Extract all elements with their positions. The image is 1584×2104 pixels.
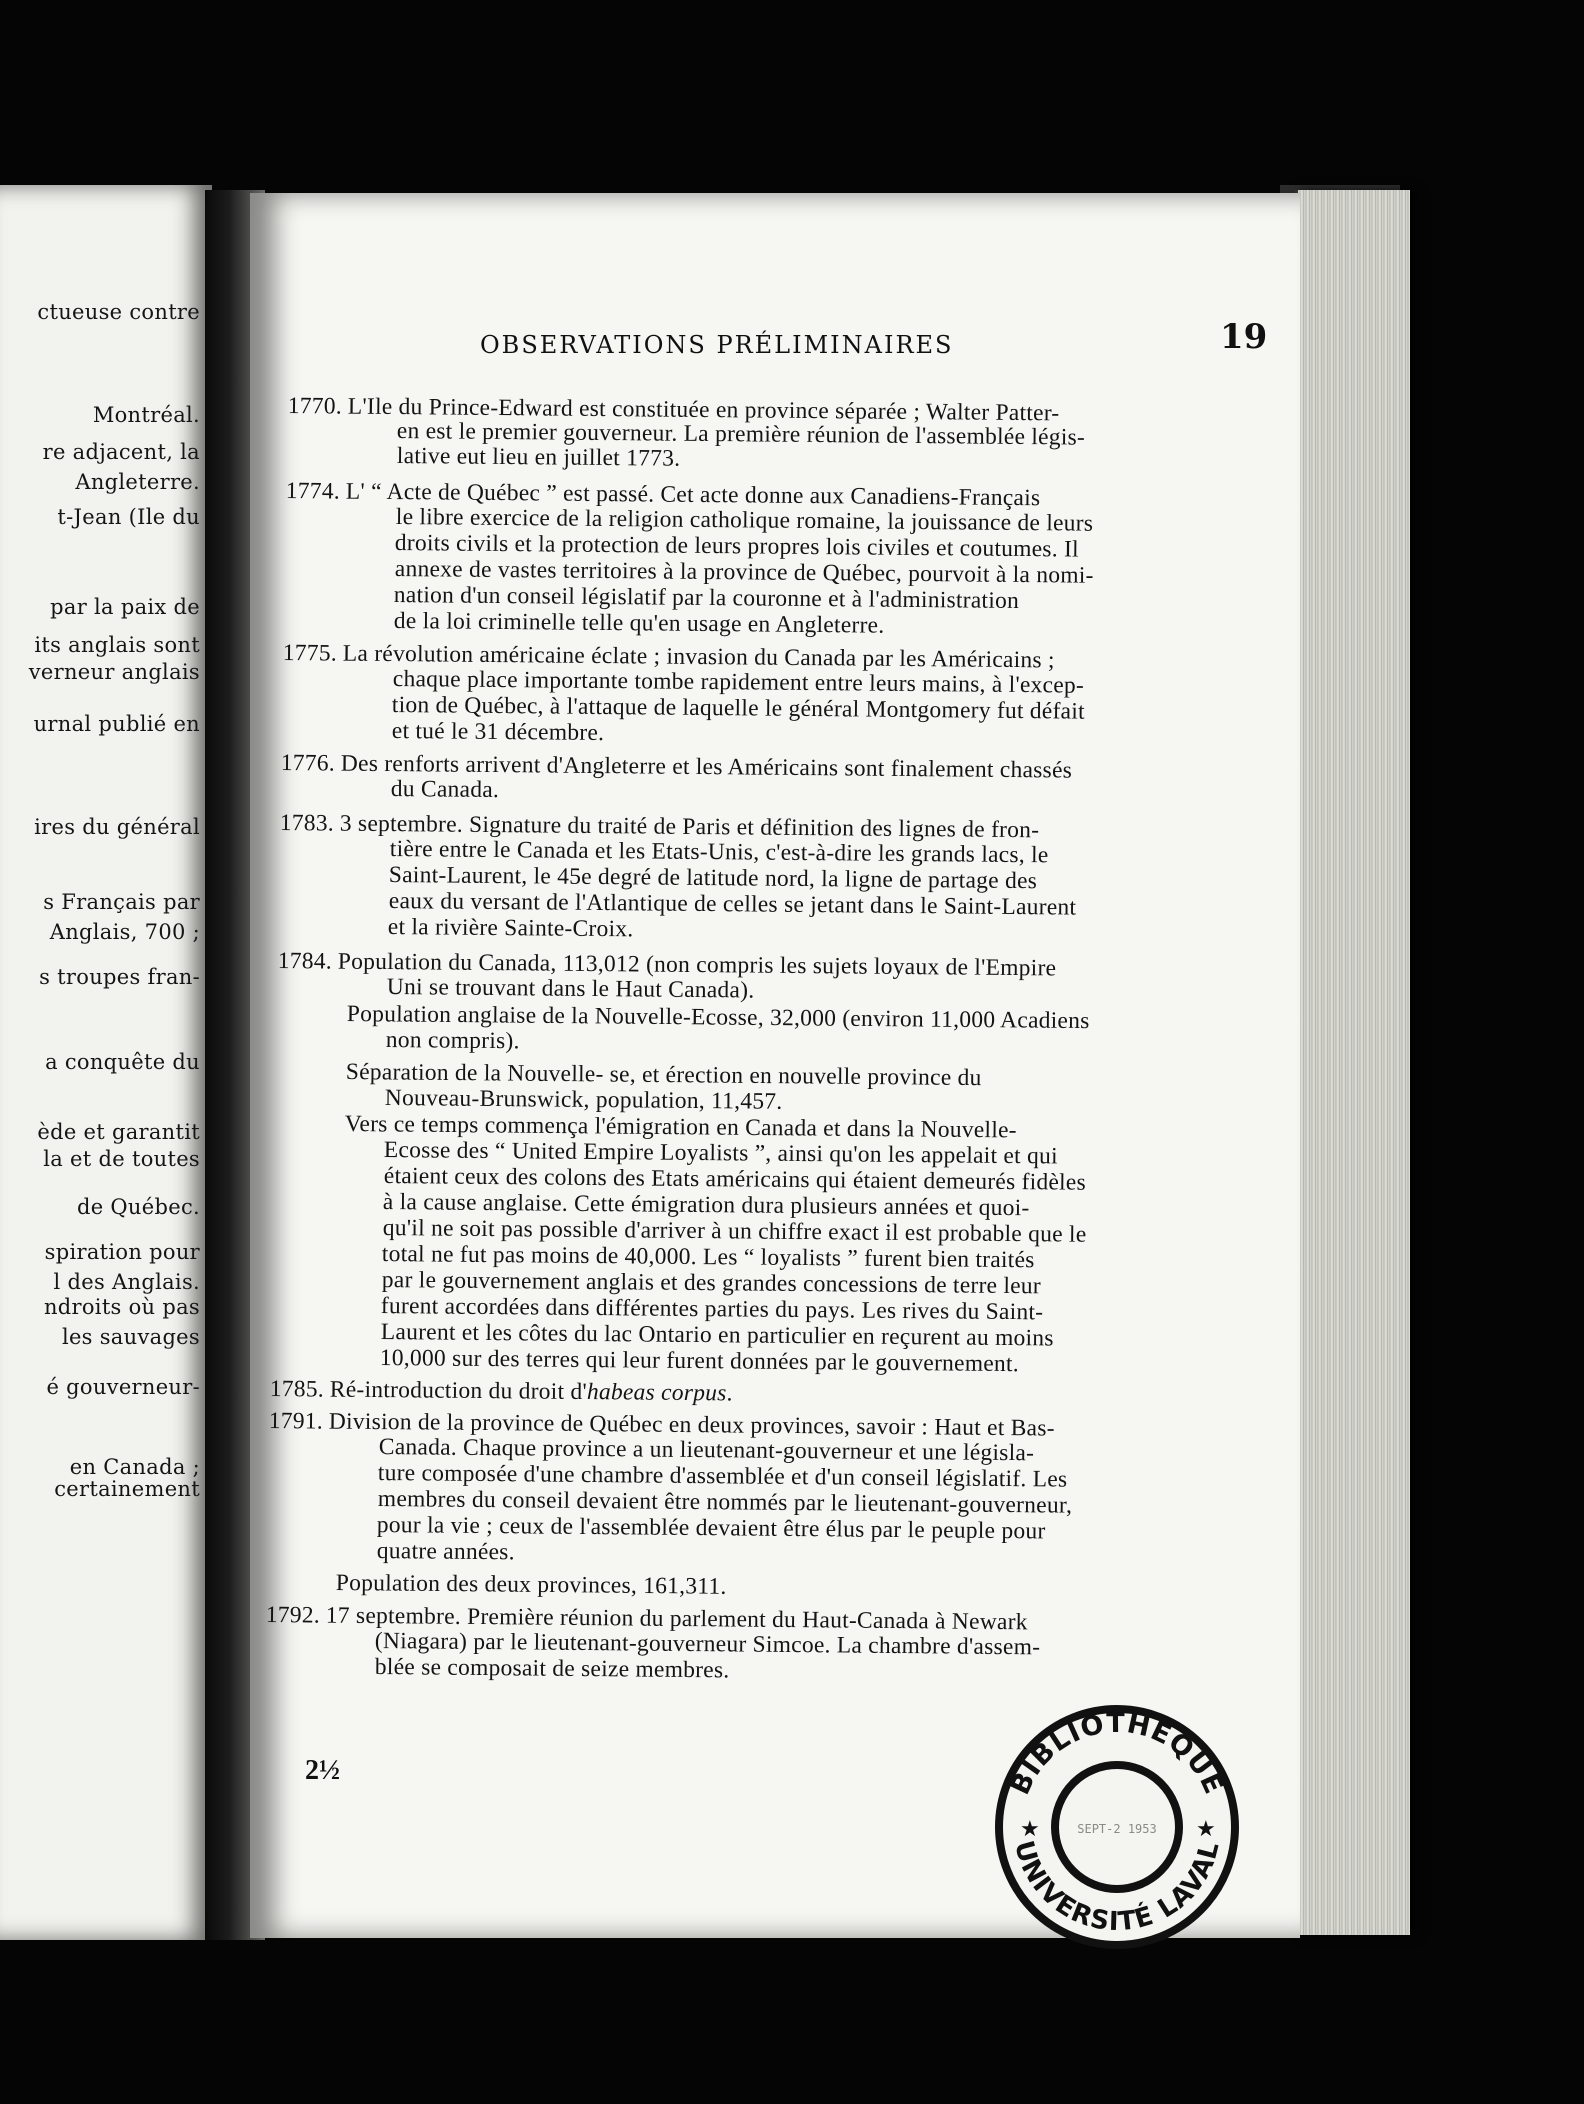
left-page-line: les sauvages bbox=[61, 1325, 200, 1349]
entry-text: (Niagara) par le lieutenant-gouverneur Simcoe. La chambre d'assem- bbox=[374, 1628, 1041, 1661]
entry-text: de la loi criminelle telle qu'en usage en Angleterre. bbox=[393, 608, 885, 639]
entry-text: et la rivière Sainte-Croix. bbox=[387, 914, 634, 943]
entry-text: Population anglaise de la Nouvelle-Ecosse, 32,000 (environ 11,000 Acadiens bbox=[346, 1001, 1090, 1035]
body-line bbox=[380, 1345, 1019, 1378]
entry-text: Division de la province de Québec en deux provinces, savoir : Haut et Bas- bbox=[328, 1408, 1055, 1442]
entry-text: Population des deux provinces, 161,311. bbox=[335, 1570, 727, 1600]
stamp-star-left-icon: ★ bbox=[1020, 1817, 1040, 1842]
entry-text: Ecosse des “ United Empire Loyalists ”, ainsi qu'on les appelait et qui bbox=[383, 1137, 1058, 1170]
entry-text: chaque place importante tombe rapidement entre leurs mains, à l'excep- bbox=[392, 666, 1085, 699]
entry-text: tière entre le Canada et les Etats-Unis, c'est-à-dire les grands lacs, le bbox=[389, 836, 1049, 869]
entry-text: 3 septembre. Signature du traité de Paris et définition des lignes de fron- bbox=[339, 810, 1040, 844]
signature-mark: 2½ bbox=[305, 1755, 340, 1786]
stamp-star-right-icon: ★ bbox=[1196, 1817, 1216, 1842]
entry-year: 1783. bbox=[279, 810, 335, 837]
entry-year: 1770. bbox=[287, 393, 343, 420]
entry-text: Uni se trouvant dans le Haut Canada). bbox=[386, 974, 755, 1004]
entry-text: Laurent et les côtes du lac Ontario en particulier en reçurent au moins bbox=[380, 1319, 1054, 1352]
entry-text: lative eut lieu en juillet 1773. bbox=[396, 443, 681, 472]
entry-text: total ne fut pas moins de 40,000. Les “ loyalists ” furent bien traités bbox=[381, 1241, 1035, 1274]
left-page-line: verneur anglais bbox=[28, 660, 200, 684]
entry-year: 1775. bbox=[282, 640, 338, 667]
entry-year: 1774. bbox=[285, 478, 341, 505]
entry-text: et tué le 31 décembre. bbox=[391, 718, 605, 747]
entry-year: 1776. bbox=[280, 750, 336, 777]
left-page-line: Anglais, 700 ; bbox=[49, 920, 200, 944]
body-line bbox=[387, 974, 755, 1005]
left-page-line: l des Anglais. bbox=[53, 1270, 200, 1294]
running-header: OBSERVATIONS PRÉLIMINAIRES bbox=[480, 331, 954, 359]
left-page-line: Angleterre. bbox=[75, 470, 200, 494]
entry-text: La révolution américaine éclate ; invasion du Canada par les Américains ; bbox=[342, 640, 1055, 674]
left-page-line: spiration pour bbox=[44, 1240, 200, 1264]
entry-text: à la cause anglaise. Cette émigration dura plusieurs années et quoi- bbox=[382, 1189, 1030, 1222]
entry-text: Population du Canada, 113,012 (non compris les sujets loyaux de l'Empire bbox=[337, 948, 1057, 982]
entry-year: 1785. bbox=[269, 1376, 325, 1403]
entry-text: Canada. Chaque province a un lieutenant-gouverneur et une législa- bbox=[378, 1434, 1035, 1467]
entry-text: 10,000 sur des terres qui leur furent données par le gouvernement. bbox=[379, 1345, 1020, 1378]
entry-text: Nouveau-Brunswick, population, 11,457. bbox=[384, 1085, 783, 1115]
body-line bbox=[388, 914, 634, 943]
left-page-line: ctueuse contre bbox=[37, 300, 200, 324]
entry-text: annexe de vastes territoires à la province de Québec, pourvoit à la nomi- bbox=[394, 556, 1094, 589]
body-line bbox=[386, 1027, 520, 1055]
entry-text: droits civils et la protection de leurs propres lois civiles et coutumes. Il bbox=[394, 530, 1079, 563]
stamp-bottom-text: UNIVERSITÉ LAVAL bbox=[1008, 1837, 1226, 1938]
left-page-line: s Français par bbox=[43, 890, 200, 914]
entry-text: non compris). bbox=[385, 1027, 520, 1055]
left-page-line: de Québec. bbox=[76, 1195, 200, 1219]
page-edges bbox=[1295, 190, 1410, 1935]
body-line bbox=[391, 776, 499, 804]
entry-text: Ré-introduction du droit d' bbox=[329, 1376, 588, 1406]
left-page-line: its anglais sont bbox=[34, 633, 200, 657]
entry-text: quatre années. bbox=[376, 1538, 515, 1566]
entry-text: ture composée d'une chambre d'assemblée et d'un conseil législatif. Les bbox=[377, 1460, 1068, 1493]
stamp-top-text: BIBLIOTHÈQUE bbox=[1004, 1707, 1230, 1800]
main-page bbox=[250, 193, 1300, 1938]
entry-text: Vers ce temps commença l'émigration en Canada et dans la Nouvelle- bbox=[344, 1111, 1017, 1144]
left-page-line: ède et garantit bbox=[37, 1120, 200, 1144]
body-line bbox=[336, 1570, 727, 1601]
body-line bbox=[397, 443, 681, 473]
left-page-line: certainement bbox=[54, 1477, 200, 1501]
entry-text: pour la vie ; ceux de l'assemblée devaient être élus par le peuple pour bbox=[376, 1512, 1046, 1545]
left-page-line: a conquête du bbox=[45, 1050, 200, 1074]
left-page-line: é gouverneur- bbox=[46, 1375, 200, 1399]
entry-text: en est le premier gouverneur. La première réunion de l'assemblée légis- bbox=[396, 418, 1086, 451]
entry-text: du Canada. bbox=[390, 776, 500, 804]
left-page-line: la et de toutes bbox=[43, 1147, 200, 1171]
entry-year: 1784. bbox=[277, 948, 333, 975]
entry-year: 1791. bbox=[268, 1408, 324, 1435]
entry-italic-text: habeas corpus bbox=[586, 1379, 727, 1407]
left-page-line: s troupes fran- bbox=[39, 965, 200, 989]
entry-text: Des renforts arrivent d'Angleterre et les Américains sont finalement chassés bbox=[340, 750, 1073, 784]
entry-text: nation d'un conseil législatif par la couronne et à l'administration bbox=[393, 582, 1020, 615]
entry-text: par le gouvernement anglais et des grandes concessions de terre leur bbox=[381, 1267, 1042, 1300]
body-line bbox=[392, 718, 605, 747]
left-page-line: t-Jean (Ile du bbox=[57, 505, 200, 529]
entry-text: eaux du versant de l'Atlantique de celles se jetant dans le Saint-Laurent bbox=[388, 888, 1077, 921]
entry-text: tion de Québec, à l'attaque de laquelle le général Montgomery fut défait bbox=[391, 692, 1085, 725]
body-line bbox=[394, 608, 885, 640]
left-page-line: en Canada ; bbox=[69, 1455, 200, 1479]
library-stamp bbox=[992, 1702, 1242, 1952]
stamp-date: SEPT-2 1953 bbox=[1077, 1822, 1157, 1836]
entry-text: membres du conseil devaient être nommés par le lieutenant-gouverneur, bbox=[377, 1486, 1073, 1519]
entry-text: le libre exercice de la religion catholique romaine, la jouissance de leurs bbox=[395, 504, 1094, 537]
left-page bbox=[0, 185, 212, 1940]
entry-text: étaient ceux des colons des Etats américains qui étaient demeurés fidèles bbox=[383, 1163, 1087, 1196]
left-page-line: Montréal. bbox=[92, 403, 200, 427]
left-page-line: par la paix de bbox=[50, 595, 200, 619]
entry-text: Saint-Laurent, le 45e degré de latitude nord, la ligne de partage des bbox=[388, 862, 1038, 895]
entry-text: 17 septembre. Première réunion du parlement du Haut-Canada à Newark bbox=[325, 1602, 1028, 1636]
entry-text: qu'il ne soit pas possible d'arriver à un chiffre exact il est probable que le bbox=[382, 1215, 1087, 1248]
body-line bbox=[270, 1376, 733, 1407]
left-page-line: urnal publié en bbox=[33, 712, 200, 736]
entry-text: Séparation de la Nouvelle- se, et érection en nouvelle province du bbox=[345, 1059, 982, 1092]
entry-year: 1792. bbox=[265, 1602, 321, 1629]
left-page-line: ndroits où pas bbox=[43, 1295, 200, 1319]
entry-text: L'Ile du Prince-Edward est constituée en province séparée ; Walter Patter- bbox=[347, 393, 1060, 427]
page-number: 19 bbox=[1220, 317, 1268, 357]
entry-text-end: . bbox=[726, 1380, 733, 1407]
entry-text: furent accordées dans différentes parties du pays. Les rives du Saint- bbox=[380, 1293, 1044, 1326]
entry-text: blée se composait de seize membres. bbox=[374, 1654, 730, 1684]
left-page-line: ires du général bbox=[34, 815, 200, 839]
body-line bbox=[375, 1654, 730, 1684]
entry-text: L' “ Acte de Québec ” est passé. Cet acte donne aux Canadiens-Français bbox=[345, 478, 1041, 512]
body-line bbox=[377, 1538, 515, 1566]
left-page-line: re adjacent, la bbox=[42, 440, 200, 464]
